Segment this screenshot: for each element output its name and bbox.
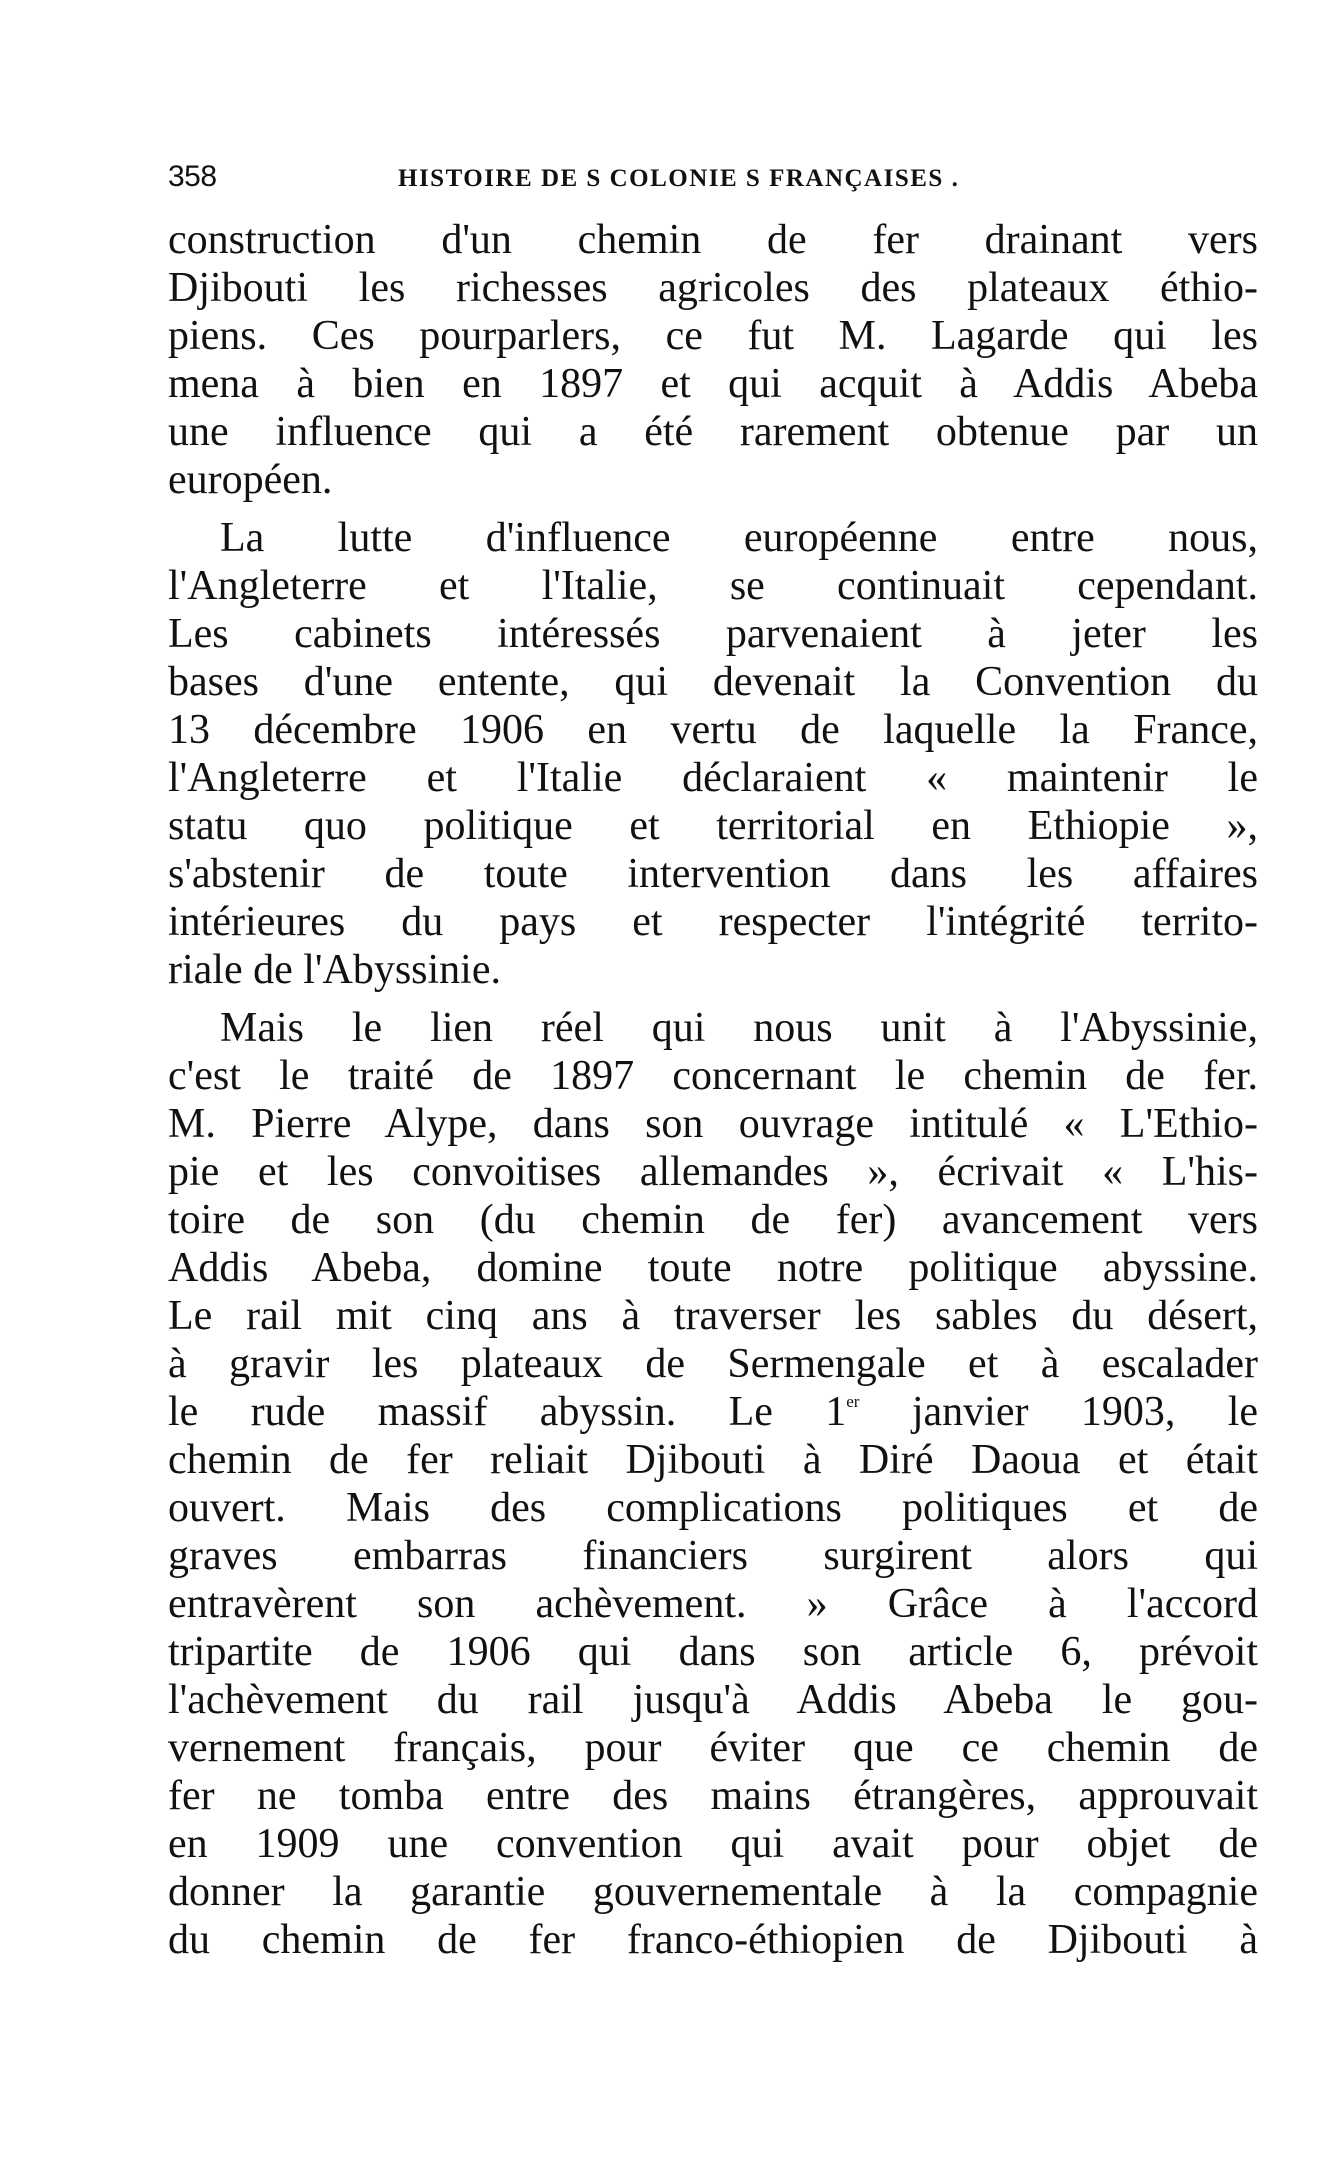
body-text (168, 216, 1258, 1964)
text-line: pie et les convoitises allemandes », écrivait « L'his- (168, 1149, 1258, 1195)
text-line: toire de son (du chemin de fer) avancement vers (168, 1197, 1258, 1243)
text-line: tripartite de 1906 qui dans son article 6, prévoit (168, 1629, 1258, 1675)
text-line: graves embarras financiers surgirent alors qui (168, 1533, 1258, 1579)
text-line: M. Pierre Alype, dans son ouvrage intitulé « L'Ethio- (168, 1101, 1258, 1147)
text-line: ouvert. Mais des complications politiques et de (168, 1485, 1258, 1531)
text-line: statu quo politique et territorial en Ethiopie », (168, 803, 1258, 849)
text-line: Djibouti les richesses agricoles des plateaux éthio- (168, 265, 1258, 311)
text-line: donner la garantie gouvernementale à la compagnie (168, 1869, 1258, 1915)
paragraph-3 (168, 1004, 1258, 1964)
text-line: à gravir les plateaux de Sermengale et à escalader (168, 1341, 1258, 1387)
text-line: 13 décembre 1906 en vertu de laquelle la France, (168, 707, 1258, 753)
text-line: entravèrent son achèvement. » Grâce à l'accord (168, 1581, 1258, 1627)
text-segment: janvier 1903, le (859, 1389, 1258, 1435)
text-line: du chemin de fer franco-éthiopien de Djibouti à (168, 1917, 1258, 1963)
paragraph-1 (168, 216, 1258, 504)
page-number: 358 (168, 160, 217, 193)
text-line: intérieures du pays et respecter l'intégrité territo- (168, 899, 1258, 945)
text-line: mena à bien en 1897 et qui acquit à Addis Abeba (168, 361, 1258, 407)
text-line: Mais le lien réel qui nous unit à l'Abyssinie, (220, 1005, 1258, 1051)
text-line: fer ne tomba entre des mains étrangères, approuvait (168, 1773, 1258, 1819)
text-line: construction d'un chemin de fer drainant vers (168, 217, 1258, 263)
text-line: riale de l'Abyssinie. (168, 947, 501, 993)
text-line: en 1909 une convention qui avait pour objet de (168, 1821, 1258, 1867)
text-segment: le rude massif abyssin. Le 1 (168, 1389, 847, 1435)
text-line: vernement français, pour éviter que ce chemin de (168, 1725, 1258, 1771)
text-line: une influence qui a été rarement obtenue par un (168, 409, 1258, 455)
text-line: Le rail mit cinq ans à traverser les sables du désert, (168, 1293, 1258, 1339)
text-line: l'Angleterre et l'Italie, se continuait cependant. (168, 563, 1258, 609)
text-line: l'Angleterre et l'Italie déclaraient « maintenir le (168, 755, 1258, 801)
text-line: La lutte d'influence européenne entre nous, (220, 515, 1258, 561)
superscript: er (846, 1392, 860, 1411)
paragraph-2 (168, 514, 1258, 994)
text-line: Addis Abeba, domine toute notre politique abyssine. (168, 1245, 1258, 1291)
text-line: piens. Ces pourparlers, ce fut M. Lagarde qui les (168, 313, 1258, 359)
text-line: l'achèvement du rail jusqu'à Addis Abeba le gou- (168, 1677, 1258, 1723)
text-line: chemin de fer reliait Djibouti à Diré Daoua et était (168, 1437, 1258, 1483)
running-head (168, 160, 1258, 216)
text-line: bases d'une entente, qui devenait la Convention du (168, 659, 1258, 705)
book-page (168, 160, 1258, 1964)
text-line: européen. (168, 457, 333, 503)
text-line: s'abstenir de toute intervention dans les affaires (168, 851, 1258, 897)
running-title: HISTOIRE DE S COLONIE S FRANÇAISES . (398, 165, 960, 192)
text-line: c'est le traité de 1897 concernant le chemin de fer. (168, 1053, 1258, 1099)
text-line: Les cabinets intéressés parvenaient à jeter les (168, 611, 1258, 657)
text-line-with-superscript (168, 1388, 1258, 1436)
